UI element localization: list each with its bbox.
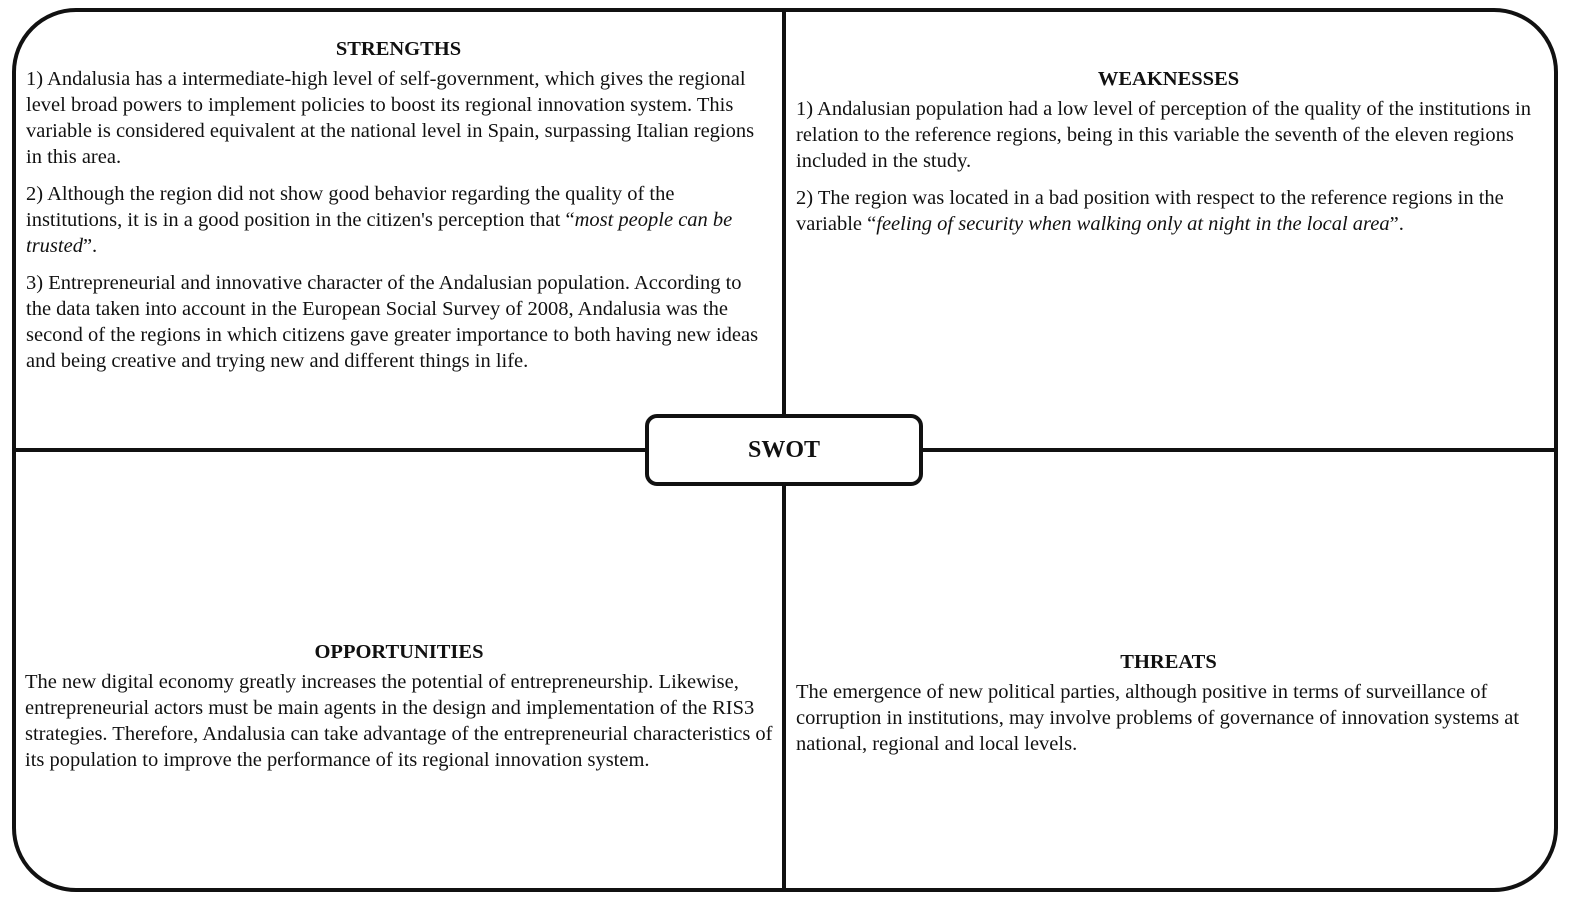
strengths-title: STRENGTHS xyxy=(335,38,462,60)
strengths-item-1: 1) Andalusia has a intermediate-high level of self-government, which gives the regional level broad powers to implement policies to boost its regional innovation system. This variable is considered equivalent at the national level in Spain, surpassing Italian regions in this area. xyxy=(26,68,755,168)
threats-quadrant xyxy=(796,649,1541,768)
weaknesses-item-2-quote: feeling of security when walking only at night in the local area xyxy=(876,213,1390,235)
weaknesses-quadrant xyxy=(796,66,1541,248)
weaknesses-item-2-pre: 2) The region was located in a bad position with respect to the reference regions in the variable “ xyxy=(796,187,1504,235)
swot-center-label: SWOT xyxy=(645,414,923,486)
opportunities-text: The new digital economy greatly increases the potential of entrepreneurship. Likewise, entrepreneurial actors must be main agents in the design and implementation of the RIS3 strategies. Therefore, Andalusia can take advantage of the entrepreneurial characteristics of its population to improve the performance of its regional innovation system. xyxy=(25,671,773,771)
threats-text: The emergence of new political parties, although positive in terms of surveillance of corruption in institutions, may involve problems of governance of innovation systems at national, regional and local levels. xyxy=(796,681,1520,755)
threats-title: THREATS xyxy=(1120,651,1217,673)
strengths-item-2-post: ”. xyxy=(82,235,98,257)
opportunities-title: OPPORTUNITIES xyxy=(314,641,484,663)
strengths-item-2-pre: 2) Although the region did not show good behavior regarding the quality of the institutions, it is in a good position in the citizen's perception that “ xyxy=(26,183,675,231)
strengths-item-2-quote: most people can be trusted xyxy=(26,209,733,257)
opportunities-quadrant xyxy=(25,639,773,784)
weaknesses-item-1: 1) Andalusian population had a low level of perception of the quality of the institutions in relation to the reference regions, being in this variable the seventh of the eleven regions included in the study. xyxy=(796,98,1532,172)
weaknesses-title: WEAKNESSES xyxy=(1097,68,1240,90)
weaknesses-item-2-post: ”. xyxy=(1389,213,1404,235)
strengths-item-3: 3) Entrepreneurial and innovative character of the Andalusian population. According to the data taken into account in the European Social Survey of 2008, Andalusia was the second of the regions in which citizens gave greater importance to both having new ideas and being creative and trying new and different things in life. xyxy=(26,272,759,372)
strengths-quadrant xyxy=(26,36,771,385)
strengths-item-2 xyxy=(26,181,771,259)
weaknesses-item-2 xyxy=(796,185,1541,237)
